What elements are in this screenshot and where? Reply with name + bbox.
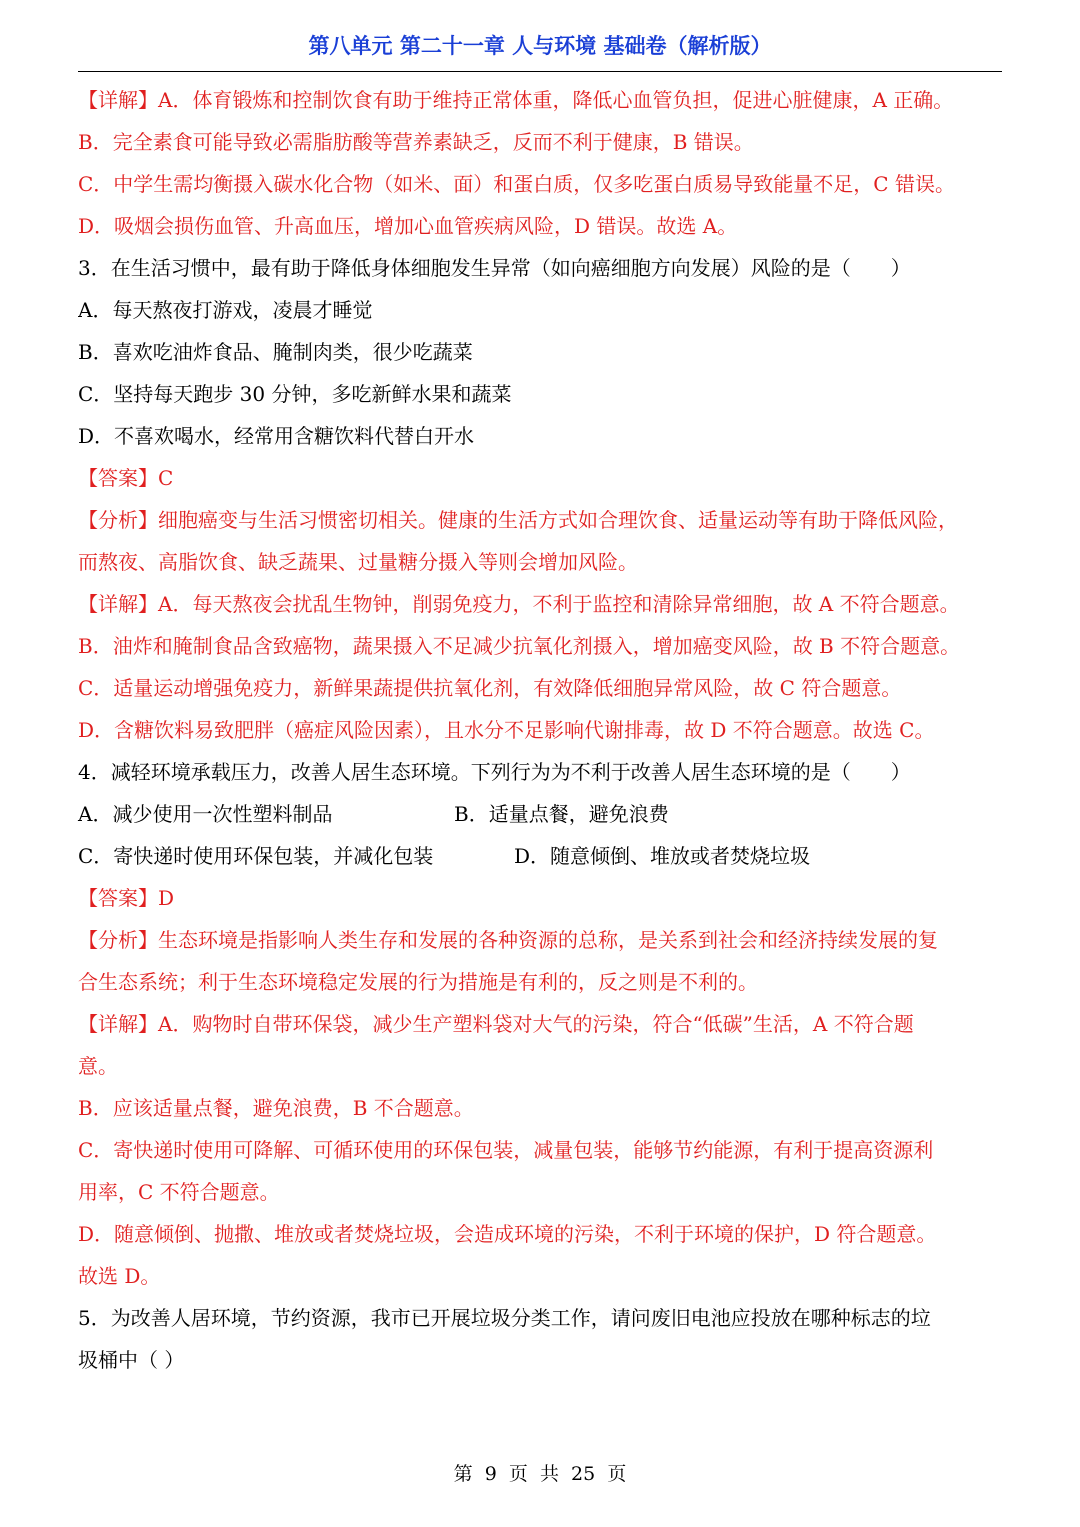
- q2-detail-a: 【详解】A．体育锻炼和控制饮食有助于维持正常体重，降低心血管负担，促进心脏健康，A 正确。: [78, 88, 954, 112]
- page-header-title: 第八单元 第二十一章 人与环境 基础卷（解析版）: [308, 34, 772, 58]
- q2-detail-d: D．吸烟会损伤血管、升高血压，增加心血管疾病风险，D 错误。故选 A。: [78, 214, 738, 238]
- question-3-option-b: B．喜欢吃油炸食品、腌制肉类，很少吃蔬菜: [78, 340, 473, 364]
- question-3-option-c: C．坚持每天跑步 30 分钟，多吃新鲜水果和蔬菜: [78, 382, 512, 406]
- question-3-detail-a: 【详解】A．每天熬夜会扰乱生物钟，削弱免疫力，不利于监控和清除异常细胞，故 A 不符合题意。: [78, 592, 960, 616]
- question-3-analysis-line-2: 而熬夜、高脂饮食、缺乏蔬果、过量糖分摄入等则会增加风险。: [78, 550, 638, 574]
- question-4-detail-a: 【详解】A．购物时自带环保袋，减少生产塑料袋对大气的污染，符合“低碳”生活，A 不符合题: [78, 1012, 914, 1036]
- page-number-footer: 第 9 页 共 25 页: [453, 1463, 627, 1485]
- question-4-analysis-line-2: 合生态系统；利于生态环境稳定发展的行为措施是有利的，反之则是不利的。: [78, 970, 758, 994]
- header-divider: [78, 71, 1002, 72]
- document-body: [78, 79, 1002, 1381]
- question-4-detail-c-cont: 用率，C 不符合题意。: [78, 1180, 280, 1204]
- question-3-detail-b: B．油炸和腌制食品含致癌物，蔬果摄入不足减少抗氧化剂摄入，增加癌变风险，故 B 不符合题意。: [78, 634, 961, 658]
- question-4-option-a: A．减少使用一次性塑料制品: [78, 802, 333, 826]
- question-4-detail-b: B．应该适量点餐，避免浪费，B 不合题意。: [78, 1096, 474, 1120]
- question-4-stem: 4．减轻环境承载压力，改善人居生态环境。下列行为为不利于改善人居生态环境的是（ ）: [78, 760, 911, 784]
- question-4-option-c: C．寄快递时使用环保包装，并减化包装: [78, 844, 434, 868]
- q2-detail-b: B．完全素食可能导致必需脂肪酸等营养素缺乏，反而不利于健康，B 错误。: [78, 130, 754, 154]
- question-3-detail-c: C．适量运动增强免疫力，新鲜果蔬提供抗氧化剂，有效降低细胞异常风险，故 C 符合题意。: [78, 676, 902, 700]
- question-4-options-row-2: [78, 835, 1002, 877]
- question-3-stem: 3．在生活习惯中，最有助于降低身体细胞发生异常（如向癌细胞方向发展）风险的是（ ）: [78, 256, 911, 280]
- question-4-detail-d: D．随意倾倒、抛撒、堆放或者焚烧垃圾，会造成环境的污染，不利于环境的保护，D 符合题意。: [78, 1222, 937, 1246]
- question-4-detail-a-cont: 意。: [78, 1054, 118, 1078]
- question-3-option-d: D．不喜欢喝水，经常用含糖饮料代替白开水: [78, 424, 475, 448]
- question-5-stem-cont: 圾桶中（ ）: [78, 1348, 185, 1372]
- question-4-analysis-line-1: 【分析】生态环境是指影响人类生存和发展的各种资源的总称，是关系到社会和经济持续发展的复: [78, 928, 938, 952]
- question-4-option-d: D．随意倾倒、堆放或者焚烧垃圾: [514, 844, 811, 868]
- q2-detail-c: C．中学生需均衡摄入碳水化合物（如米、面）和蛋白质，仅多吃蛋白质易导致能量不足，C 错误。: [78, 172, 955, 196]
- question-5-stem: 5．为改善人居环境，节约资源，我市已开展垃圾分类工作，请问废旧电池应投放在哪种标志的垃: [78, 1306, 931, 1330]
- question-3-analysis-line-1: 【分析】细胞癌变与生活习惯密切相关。健康的生活方式如合理饮食、适量运动等有助于降低风险，: [78, 508, 958, 532]
- question-3-detail-d: D．含糖饮料易致肥胖（癌症风险因素），且水分不足影响代谢排毒，故 D 不符合题意。故选 C。: [78, 718, 935, 742]
- question-3-answer: 【答案】C: [78, 466, 174, 490]
- question-4-detail-c: C．寄快递时使用可降解、可循环使用的环保包装，减量包装，能够节约能源，有利于提高资源利: [78, 1138, 934, 1162]
- question-4-options-row-1: [78, 793, 1002, 835]
- question-4-option-b: B．适量点餐，避免浪费: [454, 802, 669, 826]
- question-4-detail-d-cont: 故选 D。: [78, 1264, 161, 1288]
- question-4-answer: 【答案】D: [78, 886, 175, 910]
- question-3-option-a: A．每天熬夜打游戏，凌晨才睡觉: [78, 298, 373, 322]
